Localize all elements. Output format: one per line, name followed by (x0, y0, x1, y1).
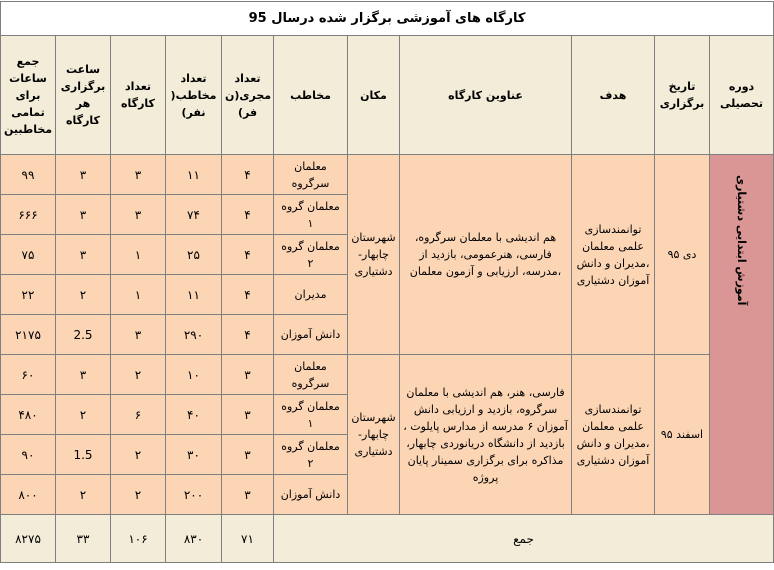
cell-hours: ۲ (56, 275, 111, 315)
header-audience: مخاطب (274, 36, 348, 155)
totals-label: جمع (274, 515, 774, 563)
cell-hours: ۲ (56, 395, 111, 435)
cell-executor-count: ۴ (222, 195, 274, 235)
cell-audience-count: ۲۹۰ (166, 315, 222, 355)
header-topics: عناوین کارگاه (400, 36, 572, 155)
cell-workshop-count: ۲ (111, 435, 166, 475)
header-hours: ساعت برگزاری هر کارگاه (56, 36, 111, 155)
hours-sum: ۳۳ (56, 515, 111, 563)
cell-hours: 2.5 (56, 315, 111, 355)
cell-audience-count: ۱۱ (166, 275, 222, 315)
cell-audience: دانش آموزان (274, 475, 348, 515)
cell-audience-count: ۱۰ (166, 355, 222, 395)
cell-audience: معلمان گروه ۲ (274, 235, 348, 275)
totals-row (1, 515, 774, 563)
cell-hours: ۲ (56, 475, 111, 515)
cell-audience: معلمان سرگروه (274, 155, 348, 195)
cell-place: شهرستان چابهار- دشتیاری (348, 355, 400, 515)
cell-executor-count: ۳ (222, 395, 274, 435)
cell-executor-count: ۳ (222, 435, 274, 475)
cell-total-hours: ۴۸۰ (1, 395, 56, 435)
cell-executor-count: ۴ (222, 275, 274, 315)
cell-workshop-count: ۳ (111, 155, 166, 195)
cell-total-hours: ۹۰ (1, 435, 56, 475)
header-workshop-count: تعداد کارگاه (111, 36, 166, 155)
cell-audience-count: ۴۰ (166, 395, 222, 435)
cell-topics: فارسی، هنر، هم اندیشی با معلمان سرگروه، بازدید و ارزیابی دانش آموزان ۶ مدرسه از مدارس پایلوت ، بازدید از دانشگاه دریانوردی چابهار، مذاکره برای برگزاری سمینار پایان پروژه (400, 355, 572, 515)
cell-audience-count: ۲۵ (166, 235, 222, 275)
cell-audience-count: ۲۰۰ (166, 475, 222, 515)
cell-executor-count: ۳ (222, 475, 274, 515)
cell-audience: مدیران (274, 275, 348, 315)
table-title: کارگاه های آموزشی برگزار شده درسال 95 (1, 2, 774, 36)
cell-date: دی ۹۵ (655, 155, 710, 355)
cell-workshop-count: ۱ (111, 275, 166, 315)
header-level: دوره تحصیلی (710, 36, 774, 155)
cell-goal: توانمندسازی علمی معلمان ،مدیران و دانش آموزان دشتیاری (572, 355, 655, 515)
cell-hours: 1.5 (56, 435, 111, 475)
cell-workshop-count: ۳ (111, 195, 166, 235)
cell-executor-count: ۳ (222, 355, 274, 395)
cell-workshop-count: ۲ (111, 475, 166, 515)
cell-hours: ۳ (56, 195, 111, 235)
cell-workshop-count: ۳ (111, 315, 166, 355)
cell-audience: معلمان سرگروه (274, 355, 348, 395)
cell-total-hours: ۷۵ (1, 235, 56, 275)
cell-total-hours: ۶۰ (1, 355, 56, 395)
executor-count-sum: ۷۱ (222, 515, 274, 563)
cell-audience: دانش آموزان (274, 315, 348, 355)
header-total-hours: جمع ساعات برای تمامی مخاطبین (1, 36, 56, 155)
workshops-table (0, 1, 774, 563)
cell-place: شهرستان چابهار- دشتیاری (348, 155, 400, 355)
cell-hours: ۳ (56, 355, 111, 395)
cell-executor-count: ۴ (222, 235, 274, 275)
cell-level: آموزش ابتدایی دشتیاری (710, 155, 774, 515)
cell-audience-count: ۳۰ (166, 435, 222, 475)
table-row (1, 355, 774, 395)
table-row (1, 155, 774, 195)
cell-executor-count: ۴ (222, 315, 274, 355)
header-place: مکان (348, 36, 400, 155)
header-row (1, 36, 774, 155)
workshop-count-sum: ۱۰۶ (111, 515, 166, 563)
cell-total-hours: ۲۲ (1, 275, 56, 315)
cell-workshop-count: ۲ (111, 355, 166, 395)
audience-count-sum: ۸۳۰ (166, 515, 222, 563)
cell-date: اسفند ۹۵ (655, 355, 710, 515)
total-hours-sum: ۸۲۷۵ (1, 515, 56, 563)
header-goal: هدف (572, 36, 655, 155)
header-audience-count: تعداد مخاطب( نفر) (166, 36, 222, 155)
header-date: تاریخ برگزاری (655, 36, 710, 155)
cell-goal: توانمندسازی علمی معلمان ،مدیران و دانش آموزان دشتیاری (572, 155, 655, 355)
cell-audience: معلمان گروه ۱ (274, 195, 348, 235)
cell-executor-count: ۴ (222, 155, 274, 195)
cell-total-hours: ۲۱۷۵ (1, 315, 56, 355)
cell-audience: معلمان گروه ۱ (274, 395, 348, 435)
cell-hours: ۳ (56, 235, 111, 275)
cell-total-hours: ۸۰۰ (1, 475, 56, 515)
cell-total-hours: ۹۹ (1, 155, 56, 195)
cell-audience-count: ۱۱ (166, 155, 222, 195)
cell-hours: ۳ (56, 155, 111, 195)
cell-workshop-count: ۶ (111, 395, 166, 435)
cell-audience-count: ۷۴ (166, 195, 222, 235)
cell-total-hours: ۶۶۶ (1, 195, 56, 235)
header-executor-count: تعداد مجری(ن فر) (222, 36, 274, 155)
cell-topics: هم اندیشی با معلمان سرگروه، فارسی، هنرعمومی، بازدید از مدرسه، ارزیابی و آزمون معلمان، (400, 155, 572, 355)
cell-workshop-count: ۱ (111, 235, 166, 275)
cell-audience: معلمان گروه ۲ (274, 435, 348, 475)
